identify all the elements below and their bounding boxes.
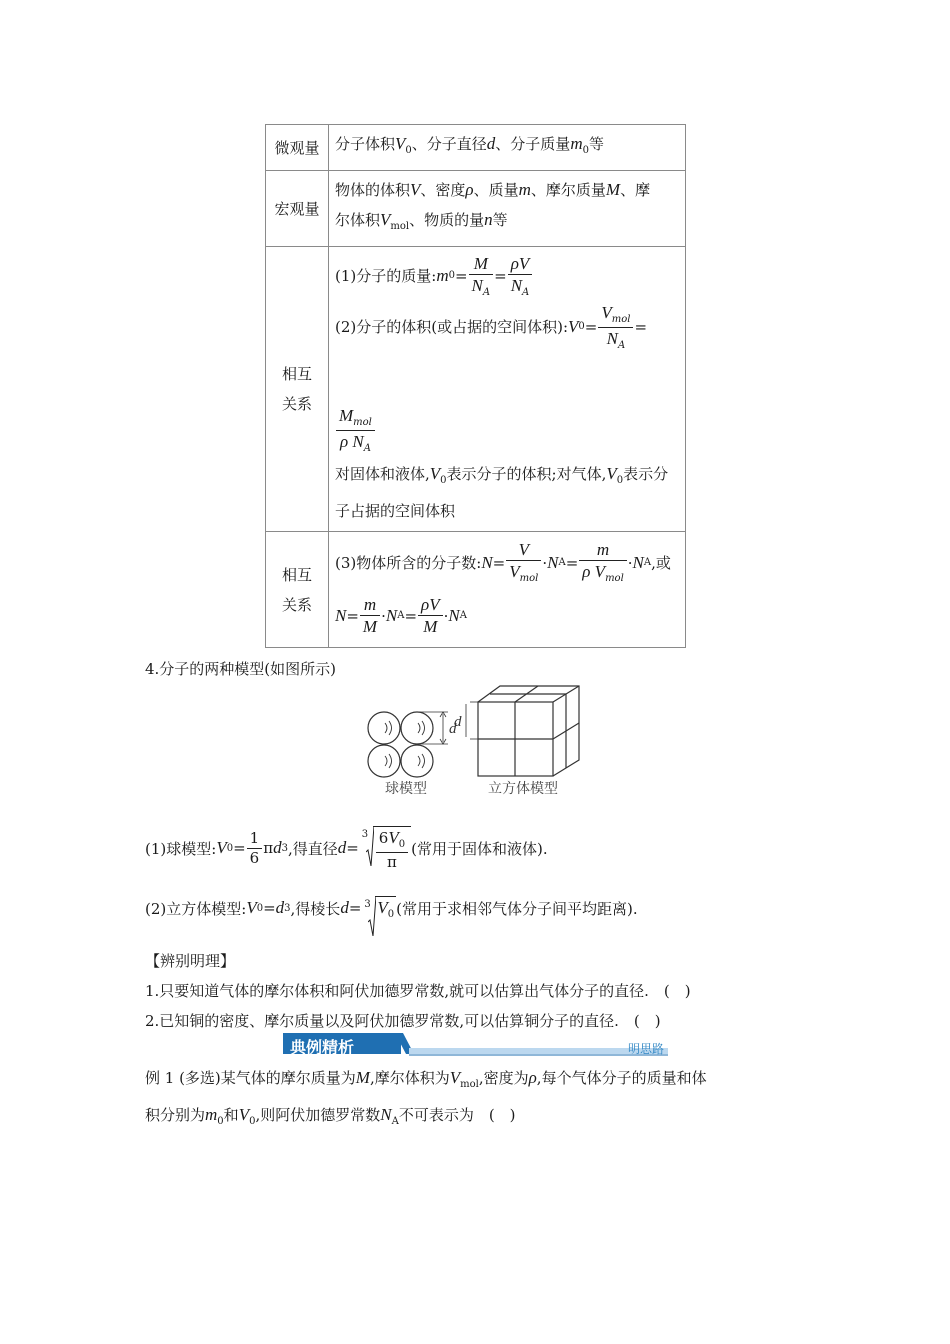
judge-item-2: 2.已知铜的密度、摩尔质量以及阿伏加德罗常数,可以估算铜分子的直径. ( ): [145, 1012, 661, 1030]
relation-label-a: 相互 关系: [266, 247, 329, 532]
cube-model-label: 立方体模型: [488, 781, 558, 797]
fraction: $\frac{M}{N_A}$: [469, 255, 494, 298]
fraction: $\frac{1}{6}$: [247, 831, 263, 866]
section-heading: 4.分子的两种模型(如图所示): [145, 660, 337, 678]
relations-table: [265, 124, 686, 648]
judge-heading: 【辨别明理】: [145, 952, 236, 970]
banner-subtitle: 明思路: [628, 1042, 665, 1056]
fraction: $\frac{m}{M}$: [360, 596, 380, 635]
solid-liquid-note: 对固体和液体$,V_0$表示分子的体积;对气体$,V_0$表示分 子占据的空间体积: [335, 464, 669, 520]
fig-d-right: d: [454, 714, 462, 730]
cube-model-formula: (2)立方体模型: V 0 = d 3 ,得棱长 d = 3 $V_0$ (常用于求相邻气体分子间平均距离).: [145, 896, 638, 920]
micro-content: 分子体积$V_0$、分子直径d、分子质量$m_0$等: [329, 125, 686, 171]
relation-content-a: (1)分子的质量: m 0 = $\frac{M}{N_A}$ = $\frac{\rho V}{N_A}$ (2)分子的体积(或占据的空间体积): V 0 = $\frac{V_{mol}}{N_A}$ = $\frac{M_{mol}}{\rho N_A}$ 对固体和液体$,V_0$表示分子的体积;对气体$,V_0$表示分 子占据的空间体积: [329, 247, 686, 532]
sphere-model: [368, 712, 448, 777]
judge-item-1: 1.只要知道气体的摩尔体积和阿伏加德罗常数,就可以估算出气体分子的直径. ( ): [145, 982, 691, 1000]
banner-title: 典例精析: [290, 1038, 355, 1057]
fraction: $\frac{V_{mol}}{N_A}$: [598, 304, 633, 351]
molecule-models-figure: [360, 683, 590, 801]
fraction: $\frac{m}{\rho V_{mol}}$: [579, 541, 627, 584]
example-question: 例 1 (多选)某气体的摩尔质量为M,摩尔体积为$V_{mol}$,密度为ρ,每个气体分子的质量和体 积分别为$m_0$和$V_0$,则阿伏加德罗常数$N_A$不可表示为 ( ): [145, 1068, 707, 1127]
sphere-model-label: 球模型: [385, 781, 427, 797]
cube-model: [466, 686, 579, 776]
fraction: $\frac{\rho V}{M}$: [418, 596, 443, 635]
relation-label-b: 相互 关系: [266, 532, 329, 648]
sphere-model-formula: (1)球模型: V 0 = $\frac{1}{6}$ π d 3 ,得直径 d = 3 $\frac{6V_0}{\pi}$ (常用于固体和液体).: [145, 828, 548, 871]
cube-root: 3 $V_0$: [361, 896, 396, 920]
macro-label: 宏观量: [266, 171, 329, 247]
fraction: $\frac{\rho V}{N_A}$: [508, 255, 533, 298]
relation-content-b: (3)物体所含的分子数: N = $\frac{V}{V_{mol}}$ · N A = $\frac{m}{\rho V_{mol}}$ · N A ,或 N = $\frac{m}{M}$ · N A = $\frac{\rho V}{M}$ · N A: [329, 532, 686, 648]
micro-label: 微观量: [266, 125, 329, 171]
fig-d-left: d: [449, 721, 457, 737]
fraction: $\frac{6V_0}{\pi}$: [376, 829, 408, 870]
mass-formula-label: (1)分子的质量:: [335, 267, 437, 285]
fraction: $\frac{V}{V_{mol}}$: [506, 541, 541, 584]
cube-root: 3 $\frac{6V_0}{\pi}$: [359, 826, 411, 870]
volume-formula-label: (2)分子的体积(或占据的空间体积):: [335, 318, 569, 336]
macro-content: 物体的体积V、密度ρ、质量m、摩尔质量M、摩 尔体积$V_{mol}$、物质的量n等: [329, 171, 686, 247]
fraction: $\frac{M_{mol}}{\rho N_A}$: [336, 407, 375, 454]
